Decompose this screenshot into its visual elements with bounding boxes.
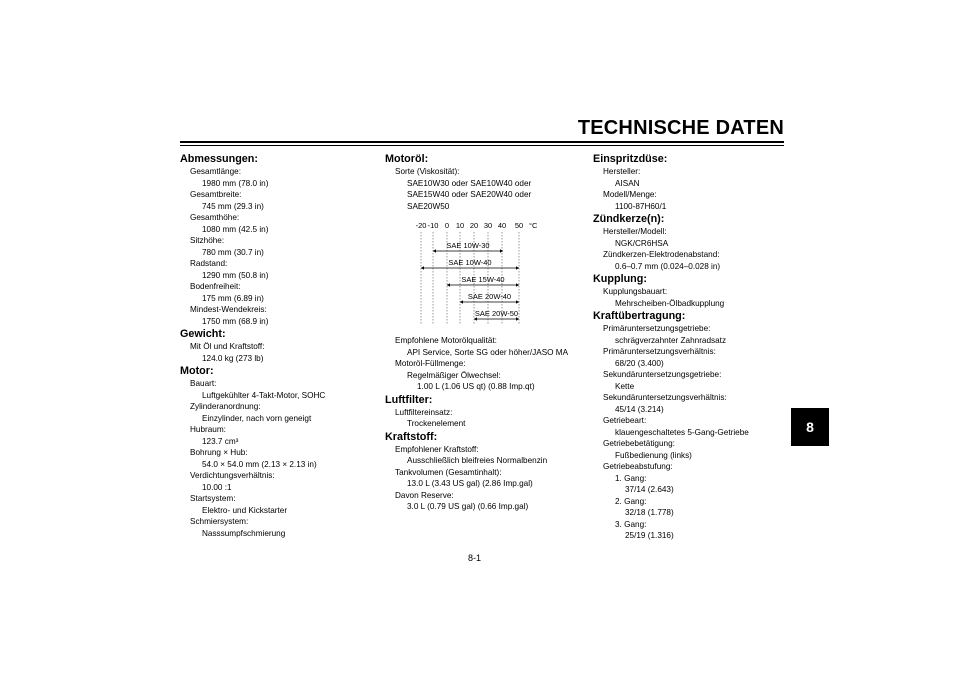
- spec-value: 123.7 cm³: [202, 436, 239, 446]
- arrow-right-icon: [516, 266, 519, 270]
- temp-unit-label: °C: [529, 221, 538, 230]
- section-heading-einspritzduese: Einspritzdüse:: [593, 153, 668, 165]
- spec-label: Zylinderanordnung:: [190, 402, 261, 411]
- column-left: [180, 152, 370, 539]
- spec-value: Fußbedienung (links): [615, 450, 692, 460]
- spec-value: AISAN: [615, 178, 640, 188]
- spec-value: 1080 mm (42.5 in): [202, 224, 269, 234]
- spec-label: Empfohlener Kraftstoff:: [395, 444, 479, 454]
- spec-label: Hersteller:: [603, 167, 641, 176]
- spec-value: 1.00 L (1.06 US qt) (0.88 Imp.qt): [417, 382, 535, 391]
- spec-value: 1980 mm (78.0 in): [202, 178, 269, 188]
- section-heading-kupplung: Kupplung:: [593, 273, 647, 285]
- spec-value: Kette: [615, 381, 635, 391]
- spec-label: Sekundäruntersetzungsgetriebe:: [603, 370, 722, 379]
- spec-label: Gesamthöhe:: [190, 213, 240, 222]
- spec-value: 45/14 (3.214): [615, 404, 664, 414]
- spec-value: 32/18 (1.778): [625, 508, 674, 517]
- viscosity-grade-label: SAE 10W-30: [446, 241, 490, 250]
- viscosity-grade-label: SAE 20W-50: [474, 309, 519, 318]
- section-heading-gewicht: Gewicht:: [180, 328, 226, 340]
- spec-value: SAE20W50: [407, 201, 450, 211]
- spec-label: Bauart:: [190, 379, 217, 388]
- spec-label: Empfohlene Motorölqualität:: [395, 336, 497, 345]
- spec-label: Tankvolumen (Gesamtinhalt):: [395, 467, 502, 477]
- spec-label: Verdichtungsverhältnis:: [190, 471, 275, 480]
- section-heading-kraftuebertragung: Kraftübertragung:: [593, 310, 686, 322]
- spec-label: Sorte (Viskosität):: [395, 167, 460, 176]
- temp-tick-label: 40: [497, 221, 507, 230]
- arrow-left-icon: [421, 266, 424, 270]
- spec-label: Gesamtlänge:: [190, 167, 241, 176]
- spec-value: Einzylinder, nach vorn geneigt: [202, 413, 312, 423]
- spec-label: Getriebeart:: [603, 416, 647, 425]
- spec-value: 54.0 × 54.0 mm (2.13 × 2.13 in): [202, 459, 317, 469]
- page-number: 8-1: [468, 553, 482, 563]
- spec-label: Zündkerzen-Elektrodenabstand:: [603, 250, 720, 259]
- spec-value: 124.0 kg (273 lb): [202, 353, 264, 363]
- spec-label: 2. Gang:: [615, 496, 647, 506]
- spec-label: Radstand:: [190, 259, 228, 268]
- viscosity-grade-label: SAE 15W-40: [461, 275, 505, 284]
- spec-label: Bohrung × Hub:: [190, 448, 248, 457]
- temp-tick-label: 0: [444, 221, 450, 230]
- spec-value: 13.0 L (3.43 US gal) (2.86 Imp.gal): [407, 479, 533, 488]
- viscosity-grade-label: SAE 20W-40: [467, 292, 512, 301]
- spec-label: Luftfiltereinsatz:: [395, 407, 453, 417]
- spec-value: SAE15W40 oder SAE20W40 oder: [407, 190, 532, 199]
- spec-label: Startsystem:: [190, 494, 236, 503]
- spec-label: Motoröl-Füllmenge:: [395, 359, 466, 368]
- spec-label: 3. Gang:: [615, 519, 647, 529]
- arrow-left-icon: [433, 249, 436, 253]
- spec-value: 3.0 L (0.79 US gal) (0.66 Imp.gal): [407, 502, 529, 511]
- chapter-tab: 8: [791, 408, 829, 446]
- arrow-right-icon: [500, 249, 503, 253]
- temp-tick-label: 30: [483, 221, 493, 230]
- spec-label: Hubraum:: [190, 425, 226, 434]
- spec-value: 1750 mm (68.9 in): [202, 316, 269, 326]
- header-rule: [180, 141, 784, 143]
- spec-value: Trockenelement: [407, 419, 466, 428]
- spec-value: Elektro- und Kickstarter: [202, 505, 288, 515]
- page-title: TECHNISCHE DATEN: [577, 117, 784, 139]
- arrow-right-icon: [516, 283, 519, 287]
- spec-value: Luftgekühlter 4-Takt-Motor, SOHC: [202, 390, 326, 400]
- spec-label: Davon Reserve:: [395, 490, 454, 500]
- temp-tick-label: -10: [427, 221, 439, 230]
- spec-value: klauengeschaltetes 5-Gang-Getriebe: [615, 427, 749, 437]
- spec-label: Primäruntersetzungsverhältnis:: [603, 347, 716, 356]
- spec-value: 37/14 (2.643): [625, 485, 674, 494]
- spec-value: schrägverzahnter Zahnradsatz: [615, 335, 727, 345]
- spec-value: NGK/CR6HSA: [615, 238, 669, 248]
- spec-value: Ausschließlich bleifreies Normalbenzin: [407, 456, 548, 465]
- spec-value: 780 mm (30.7 in): [202, 247, 264, 257]
- column-right: [593, 152, 783, 542]
- spec-value: Nasssumpfschmierung: [202, 528, 286, 538]
- spec-value: 0.6–0.7 mm (0.024–0.028 in): [615, 261, 721, 271]
- spec-value: 68/20 (3.400): [615, 358, 664, 368]
- section-heading-kraftstoff: Kraftstoff:: [385, 430, 438, 443]
- spec-value: SAE10W30 oder SAE10W40 oder: [407, 178, 532, 188]
- spec-label: Bodenfreiheit:: [190, 282, 241, 291]
- section-heading-motor: Motor:: [180, 365, 214, 377]
- temp-tick-label: 10: [455, 221, 465, 230]
- spec-label: Mindest-Wendekreis:: [190, 305, 267, 314]
- spec-label: Primäruntersetzungsgetriebe:: [603, 324, 711, 333]
- spec-value: 1290 mm (50.8 in): [202, 270, 269, 280]
- arrow-left-icon: [447, 283, 450, 287]
- spec-label: Kupplungsbauart:: [603, 287, 668, 296]
- spec-label: Getriebeabstufung:: [603, 462, 673, 471]
- spec-label: Modell/Menge:: [603, 190, 657, 199]
- viscosity-grade-label: SAE 10W-40: [448, 258, 492, 267]
- section-heading-luftfilter: Luftfilter:: [385, 393, 433, 406]
- spec-label: Sitzhöhe:: [190, 236, 225, 245]
- spec-value: API Service, Sorte SG oder höher/JASO MA: [407, 347, 569, 357]
- arrow-right-icon: [516, 300, 519, 304]
- column-middle: [385, 152, 580, 513]
- spec-label: Regelmäßiger Ölwechsel:: [407, 370, 501, 380]
- spec-label: Sekundäruntersetzungsverhältnis:: [603, 393, 727, 402]
- temp-tick-label: 50: [514, 221, 524, 230]
- arrow-left-icon: [460, 300, 463, 304]
- spec-value: 745 mm (29.3 in): [202, 201, 264, 211]
- section-heading-zuendkerze: Zündkerze(n):: [593, 213, 665, 225]
- temp-tick-label: 20: [469, 221, 479, 230]
- spec-value: 1100-87H60/1: [615, 201, 667, 211]
- spec-value: 175 mm (6.89 in): [202, 293, 264, 303]
- spec-label: Getriebebetätigung:: [603, 439, 675, 448]
- spec-value: Mehrscheiben-Ölbadkupplung: [615, 298, 725, 308]
- viscosity-chart: [413, 219, 563, 325]
- temp-tick-label: -20: [415, 221, 427, 230]
- spec-value: 10.00 :1: [202, 482, 232, 492]
- spec-label: Schmiersystem:: [190, 517, 249, 526]
- spec-value: 25/19 (1.316): [625, 531, 674, 540]
- spec-label: Gesamtbreite:: [190, 190, 242, 199]
- section-heading-motoroel: Motoröl:: [385, 153, 429, 165]
- section-heading-abmessungen: Abmessungen:: [180, 153, 258, 165]
- spec-label: Mit Öl und Kraftstoff:: [190, 342, 265, 351]
- spec-label: Hersteller/Modell:: [603, 227, 667, 236]
- header-rule-thin: [180, 145, 784, 146]
- spec-label: 1. Gang:: [615, 473, 647, 483]
